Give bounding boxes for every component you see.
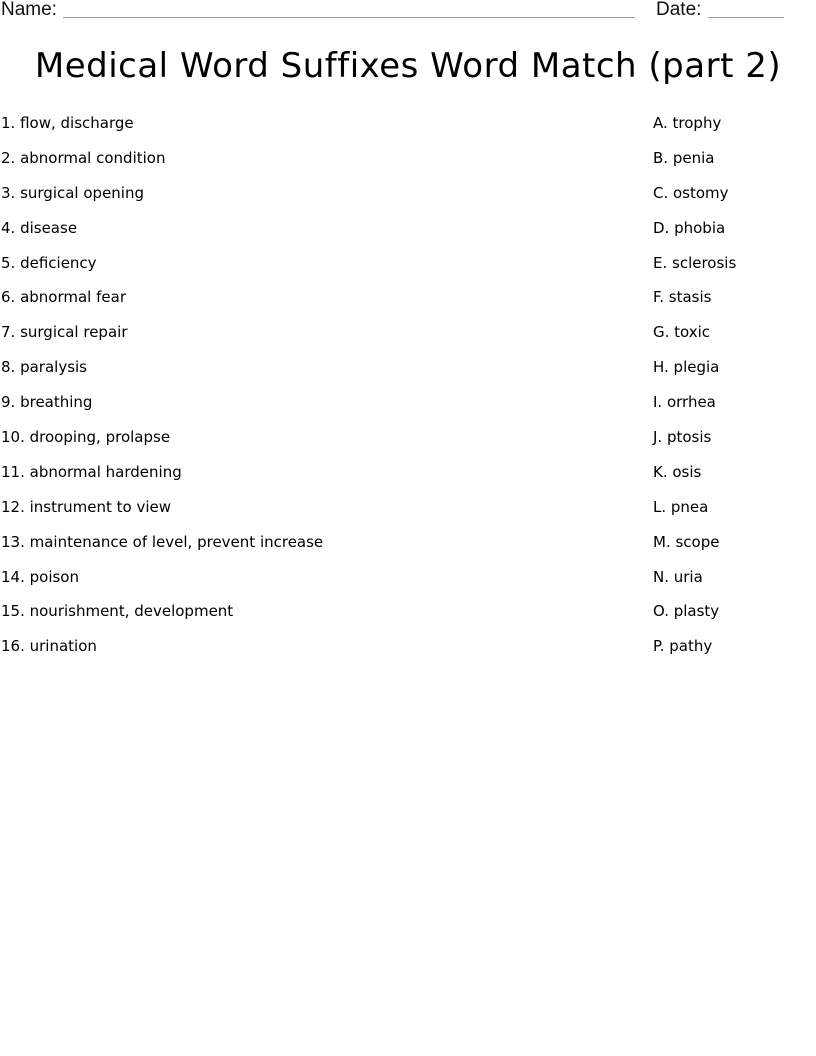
- answer-item: B. penia: [653, 148, 715, 167]
- answer-item: K. osis: [653, 462, 702, 481]
- clue-item: 4. disease: [1, 218, 78, 237]
- clue-item: 7. surgical repair: [1, 323, 128, 342]
- answer-item: C. ostomy: [653, 183, 729, 202]
- clue-item: 2. abnormal condition: [1, 148, 166, 167]
- answer-item: I. orrhea: [653, 393, 716, 412]
- date-field-line[interactable]: [708, 17, 784, 18]
- clue-item: 15. nourishment, development: [1, 602, 234, 621]
- answer-item: L. pnea: [653, 497, 709, 516]
- answer-list: [653, 112, 813, 670]
- answer-item: O. plasty: [653, 602, 720, 621]
- worksheet-header: [0, 0, 816, 24]
- name-label: Name:: [1, 0, 57, 20]
- date-label: Date:: [656, 0, 702, 20]
- clue-item: 14. poison: [1, 567, 79, 586]
- answer-item: E. sclerosis: [653, 253, 737, 272]
- clue-item: 8. paralysis: [1, 358, 87, 377]
- answer-item: D. phobia: [653, 218, 726, 237]
- answer-item: A. trophy: [653, 114, 722, 132]
- answer-item: F. stasis: [653, 288, 712, 307]
- answer-item: N. uria: [653, 567, 703, 586]
- clue-list: [1, 112, 601, 670]
- answer-item: J. ptosis: [653, 428, 712, 447]
- answer-item: H. plegia: [653, 358, 720, 377]
- clue-item: 1. flow, discharge: [1, 114, 134, 132]
- answer-item: G. toxic: [653, 323, 711, 342]
- clue-item: 13. maintenance of level, prevent increase: [1, 532, 324, 551]
- page-title: Medical Word Suffixes Word Match (part 2): [34, 46, 782, 86]
- answer-item: M. scope: [653, 532, 720, 551]
- clue-item: 6. abnormal fear: [1, 288, 126, 307]
- name-field-line[interactable]: [63, 17, 635, 18]
- clue-item: 10. drooping, prolapse: [1, 428, 171, 447]
- clue-item: 5. deficiency: [1, 253, 97, 272]
- clue-item: 11. abnormal hardening: [1, 462, 182, 481]
- clue-item: 16. urination: [1, 637, 97, 656]
- clue-item: 3. surgical opening: [1, 183, 144, 202]
- answer-item: P. pathy: [653, 637, 713, 656]
- clue-item: 12. instrument to view: [1, 497, 172, 516]
- clue-item: 9. breathing: [1, 393, 93, 412]
